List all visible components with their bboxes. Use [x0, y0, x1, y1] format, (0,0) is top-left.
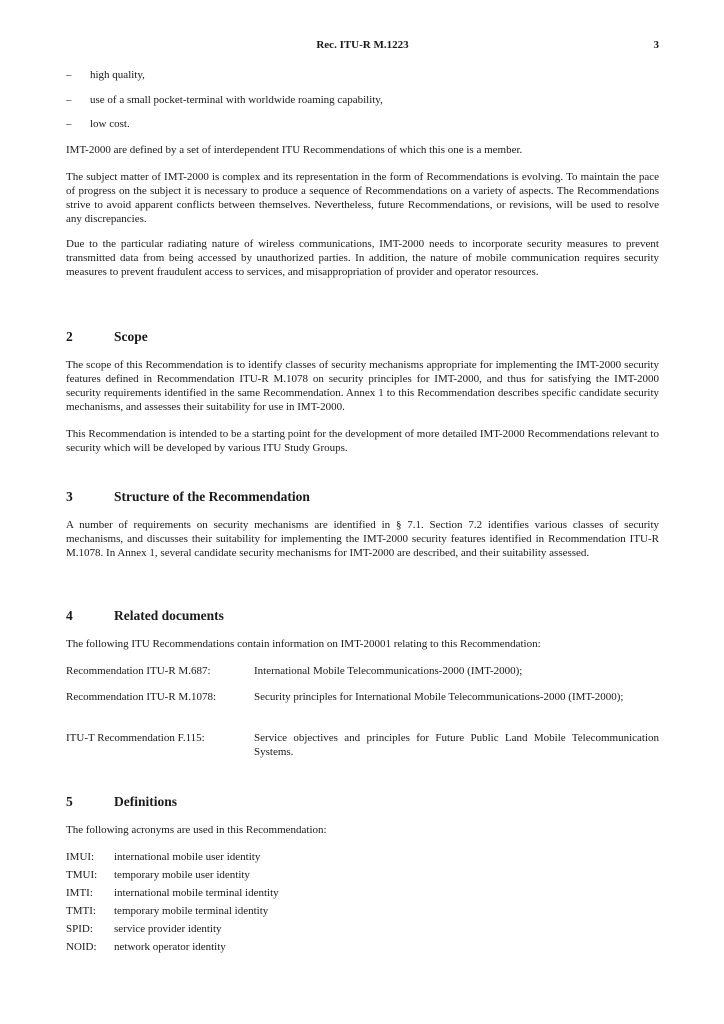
- definitions-intro: The following acronyms are used in this Recommendation:: [66, 824, 327, 836]
- intro-paragraph-3: Due to the particular radiating nature of wireless communications, IMT-2000 needs to incorporate security measures to prevent transmitted data from being accessed by unauthorized parties. In addition, the nature of mobile communication requires security measures to prevent fraudulent access to services, and misappropriation of provider and operator resources.: [66, 238, 659, 278]
- acronym: TMUI:: [66, 869, 98, 881]
- reference-description: Service objectives and principles for Future Public Land Mobile Telecommunication Systems.: [254, 732, 659, 758]
- scope-paragraph-2: This Recommendation is intended to be a starting point for the development of more detailed IMT-2000 Recommendations relevant to security which will be developed by various ITU Study Groups.: [66, 428, 659, 454]
- list-item-text: low cost.: [90, 118, 130, 130]
- acronym: TMTI:: [66, 905, 96, 917]
- section-title: Structure of the Recommendation: [114, 489, 310, 504]
- running-header-title: Rec. ITU-R M.1223: [316, 39, 409, 51]
- section-title: Scope: [114, 329, 148, 344]
- acronym-definition: service provider identity: [114, 923, 222, 935]
- reference-description: International Mobile Telecommunications-2000 (IMT-2000);: [254, 665, 523, 677]
- section-number: 4: [66, 608, 73, 623]
- acronym-entry: [66, 868, 659, 882]
- list-item: [66, 68, 659, 82]
- bullet-dash: –: [66, 118, 72, 130]
- acronym-definition: network operator identity: [114, 941, 226, 953]
- section-number: 2: [66, 329, 73, 344]
- acronym: IMTI:: [66, 887, 93, 899]
- section-number: 3: [66, 489, 73, 504]
- acronym-entry: [66, 904, 659, 918]
- acronym: IMUI:: [66, 851, 95, 863]
- scope-paragraph-1: The scope of this Recommendation is to identify classes of security mechanisms appropriate for implementing the IMT-2000 security features defined in Recommendation ITU-R M.1078 on security principles for IMT-2000, and thus for satisfying the IMT-2000 security requirements identified in the same Recommendation. Annex 1 to this Recommendation describes specific candidate security mechanisms, and assesses their suitability for use in IMT-2000.: [66, 359, 659, 413]
- intro-paragraph-1: IMT-2000 are defined by a set of interdependent ITU Recommendations of which this one is a member.: [66, 144, 523, 156]
- list-item: [66, 93, 659, 107]
- section-number: 5: [66, 794, 73, 809]
- acronym: SPID:: [66, 923, 93, 935]
- list-item-text: use of a small pocket-terminal with worldwide roaming capability,: [90, 94, 383, 106]
- reference-code: ITU-T Recommendation F.115:: [66, 732, 205, 744]
- reference-code: Recommendation ITU-R M.687:: [66, 665, 211, 677]
- reference-code: Recommendation ITU-R M.1078:: [66, 691, 217, 703]
- page-number: 3: [653, 39, 659, 51]
- section-title: Related documents: [114, 608, 224, 623]
- acronym-entry: [66, 886, 659, 900]
- list-item-text: high quality,: [90, 69, 145, 81]
- bullet-dash: –: [66, 94, 72, 106]
- acronym-entry: [66, 850, 659, 864]
- intro-paragraph-2: The subject matter of IMT-2000 is complex and its representation in the form of Recommendations is evolving. To maintain the pace of progress on the subject it is necessary to produce a sequence of Recommendations on a variety of aspects. The Recommendations strive to avoid apparent conflicts between themselves. Nevertheless, future Recommendations, or revisions, will be used to resolve any discrepancies.: [66, 171, 659, 225]
- acronym-entry: [66, 940, 659, 954]
- acronym-definition: temporary mobile terminal identity: [114, 905, 269, 917]
- section-title: Definitions: [114, 794, 178, 809]
- related-documents-intro: The following ITU Recommendations contain information on IMT-20001 relating to this Recommendation:: [66, 638, 541, 650]
- acronym-definition: temporary mobile user identity: [114, 869, 250, 881]
- bullet-dash: –: [66, 69, 72, 81]
- acronym: NOID:: [66, 941, 97, 953]
- acronym-definition: international mobile terminal identity: [114, 887, 279, 899]
- acronym-entry: [66, 922, 659, 936]
- reference-description: Security principles for International Mobile Telecommunications-2000 (IMT-2000);: [254, 691, 624, 703]
- list-item: [66, 117, 659, 131]
- structure-paragraph: A number of requirements on security mechanisms are identified in § 7.1. Section 7.2 identifies various classes of security mechanisms, and discusses their suitability for implementing the IMT-2000 security features identified in Recommendation ITU-R M.1078. In Annex 1, several candidate security mechanisms for IMT-2000 are described, and their suitability assessed.: [66, 519, 659, 559]
- acronym-definition: international mobile user identity: [114, 851, 261, 863]
